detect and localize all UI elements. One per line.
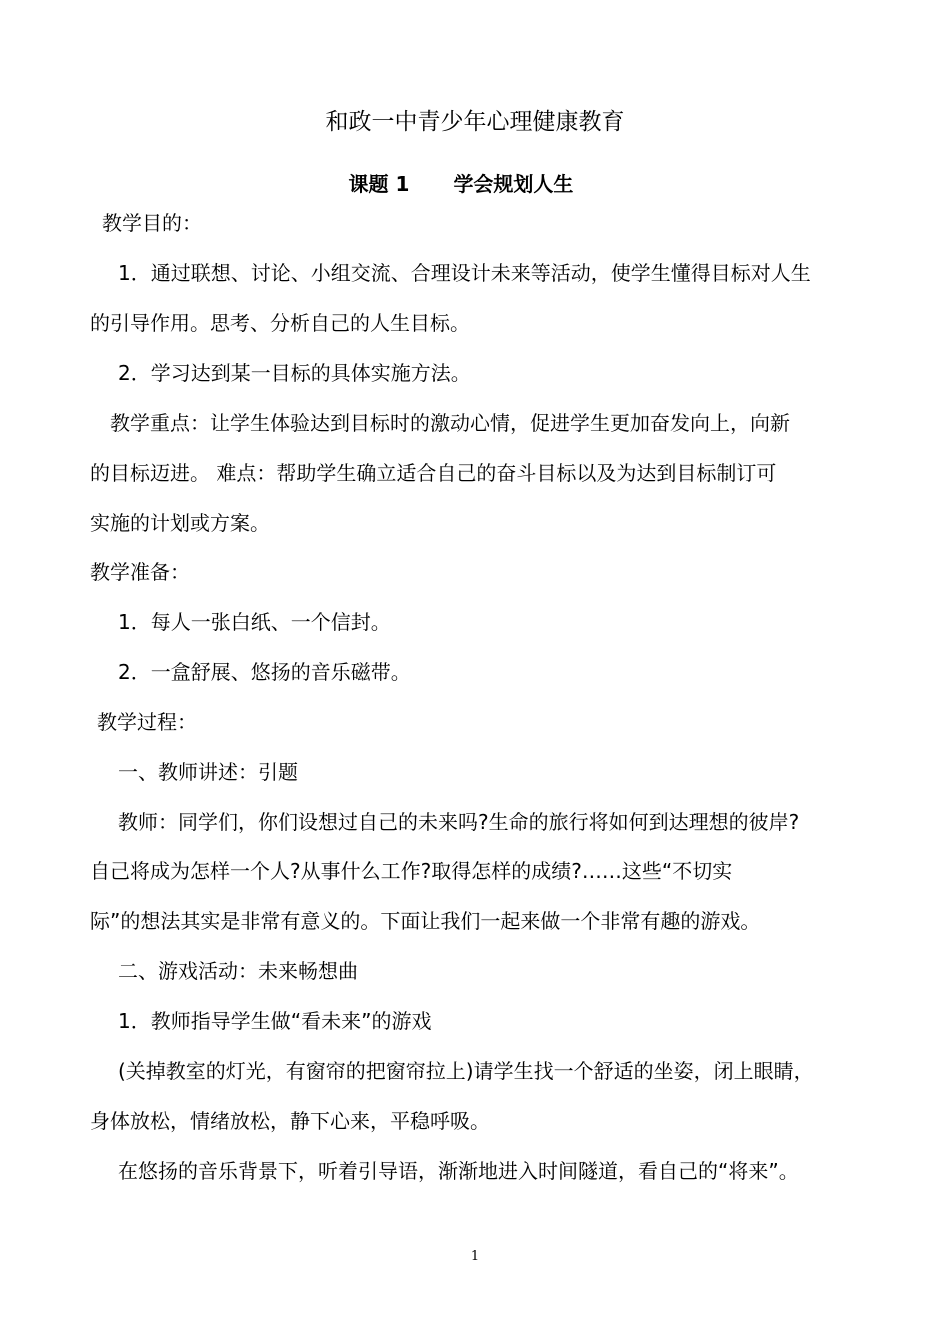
- paragraph-line: 的目标迈进。 难点：帮助学生确立适合自己的奋斗目标以及为达到目标制订可: [90, 461, 777, 485]
- document-title: 和政一中青少年心理健康教育: [325, 109, 625, 135]
- paragraph-line: 际”的想法其实是非常有意义的。下面让我们一起来做一个非常有趣的游戏。: [90, 909, 761, 933]
- section-heading-process: 教学过程：: [97, 710, 197, 734]
- paragraph-line: 1．每人一张白纸、一个信封。: [118, 610, 391, 634]
- paragraph-line: 教师：同学们，你们设想过自己的未来吗?生命的旅行将如何到达理想的彼岸?: [118, 810, 800, 834]
- paragraph-line: 身体放松，情绪放松，静下心来，平稳呼吸。: [90, 1109, 490, 1133]
- paragraph-line: 在悠扬的音乐背景下，听着引导语，渐渐地进入时间隧道，看自己的“将来”。: [118, 1159, 799, 1183]
- section-heading-objectives: 教学目的：: [102, 211, 202, 235]
- paragraph-line: (关掉教室的灯光，有窗帘的把窗帘拉上)请学生找一个舒适的坐姿，闭上眼睛，: [118, 1059, 814, 1083]
- paragraph-line: 2．学习达到某一目标的具体实施方法。: [118, 361, 471, 385]
- paragraph-line: 实施的计划或方案。: [90, 511, 270, 535]
- lesson-name: 学会规划人生: [453, 172, 574, 196]
- paragraph-line: 一、教师讲述：引题: [118, 760, 298, 784]
- paragraph-line: 自己将成为怎样一个人?从事什么工作?取得怎样的成绩?……这些“不切实: [90, 859, 733, 883]
- section-heading-preparation: 教学准备：: [90, 560, 190, 584]
- lesson-title: [0, 168, 922, 200]
- paragraph-line: 1．教师指导学生做“看未来”的游戏: [118, 1009, 432, 1033]
- paragraph-line: 的引导作用。思考、分析自己的人生目标。: [90, 311, 470, 335]
- lesson-label: 课题 1: [348, 172, 410, 196]
- paragraph-line: 二、游戏活动：未来畅想曲: [118, 959, 358, 983]
- paragraph-line: 教学重点：让学生体验达到目标时的激动心情，促进学生更加奋发向上，向新: [110, 411, 790, 435]
- page-number: 1: [470, 1249, 480, 1264]
- paragraph-line: 2．一盒舒展、悠扬的音乐磁带。: [118, 660, 411, 684]
- paragraph-line: 1．通过联想、讨论、小组交流、合理设计未来等活动，使学生懂得目标对人生: [118, 261, 811, 285]
